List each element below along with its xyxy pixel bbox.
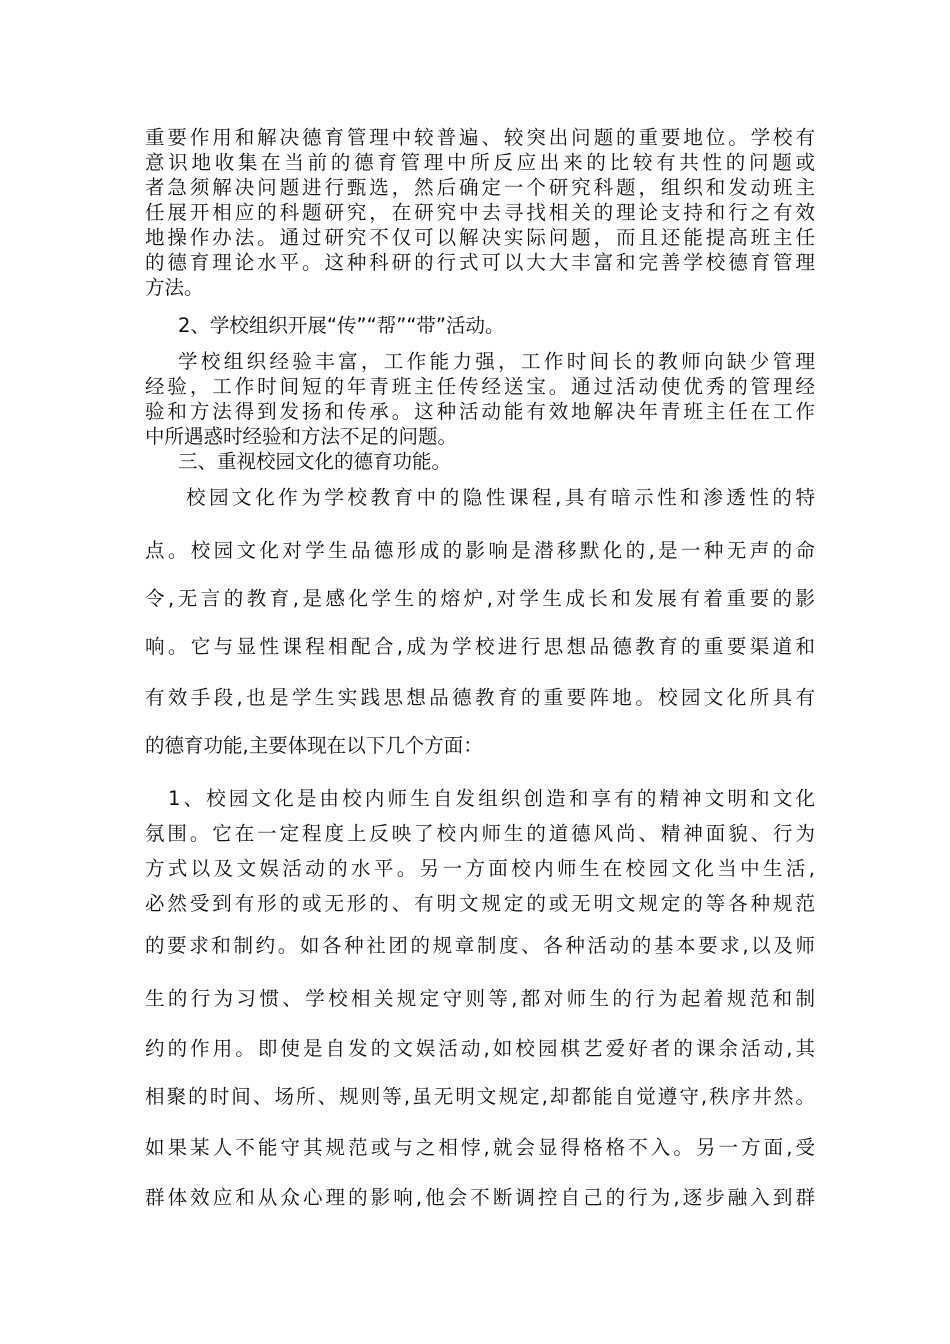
section-heading: 三、重视校园文化的德育功能。 bbox=[178, 450, 452, 473]
text-line: 氛围。它在一定程度上反映了校内师生的道德风尚、精神面貌、行为 bbox=[145, 822, 815, 845]
text-line: 生的行为习惯、学校相关规定守则等,都对师生的行为起着规范和制 bbox=[145, 987, 815, 1010]
text-line: 学校组织经验丰富，工作能力强，工作时间长的教师向缺少管理 bbox=[178, 350, 815, 373]
text-line: 令,无言的教育,是感化学生的熔炉,对学生成长和发展有着重要的影 bbox=[145, 587, 815, 610]
text-line: 中所遇惑时经验和方法不足的问题。 bbox=[145, 425, 458, 448]
text-line: 的德育功能,主要体现在以下几个方面： bbox=[145, 734, 483, 757]
text-line: 有效手段,也是学生实践思想品德教育的重要阵地。校园文化所具有 bbox=[145, 686, 815, 709]
text-line: 必然受到有形的或无形的、有明文规定的或无明文规定的等各种规范 bbox=[145, 892, 815, 915]
text-line: 约的作用。即使是自发的文娱活动,如校园棋艺爱好者的课余活动,其 bbox=[145, 1037, 815, 1060]
text-line: 方法。 bbox=[145, 276, 204, 299]
text-line: 任展开相应的科题研究，在研究中去寻找相关的理论支持和行之有效 bbox=[145, 201, 815, 224]
text-line: 群体效应和从众心理的影响,他会不断调控自己的行为,逐步融入到群 bbox=[145, 1186, 815, 1209]
text-line: 重要作用和解决德育管理中较普遍、较突出问题的重要地位。学校有 bbox=[145, 126, 815, 149]
section-heading: 2、学校组织开展“传”“帮”“带”活动。 bbox=[178, 314, 505, 337]
text-line: 验和方法得到发扬和传承。这种活动能有效地解决年青班主任在工作 bbox=[145, 400, 815, 423]
text-line: 的要求和制约。如各种社团的规章制度、各种活动的基本要求,以及师 bbox=[145, 934, 815, 957]
text-line: 响。它与显性课程相配合,成为学校进行思想品德教育的重要渠道和 bbox=[145, 635, 815, 658]
text-line: 如果某人不能守其规范或与之相悖,就会显得格格不入。另一方面,受 bbox=[145, 1136, 815, 1159]
text-line: 1、校园文化是由校内师生自发组织创造和享有的精神文明和文化 bbox=[168, 787, 815, 810]
text-line: 的德育理论水平。这种科研的行式可以大大丰富和完善学校德育管理 bbox=[145, 251, 815, 274]
text-line: 经验，工作时间短的年青班主任传经送宝。通过活动使优秀的管理经 bbox=[145, 375, 815, 398]
text-line: 方式以及文娱活动的水平。另一方面校内师生在校园文化当中生活, bbox=[145, 857, 815, 880]
text-line: 意识地收集在当前的德育管理中所反应出来的比较有共性的问题或 bbox=[145, 151, 815, 174]
text-line: 相聚的时间、场所、规则等,虽无明文规定,却都能自觉遵守,秩序井然。 bbox=[145, 1085, 815, 1108]
text-line: 点。校园文化对学生品德形成的影响是潜移默化的,是一种无声的命 bbox=[145, 539, 815, 562]
text-line: 者急须解决问题进行甄选，然后确定一个研究科题，组织和发动班主 bbox=[145, 176, 815, 199]
text-line: 地操作办法。通过研究不仅可以解决实际问题，而且还能提高班主任 bbox=[145, 226, 815, 249]
text-line: 校园文化作为学校教育中的隐性课程,具有暗示性和渗透性的特 bbox=[186, 486, 815, 509]
